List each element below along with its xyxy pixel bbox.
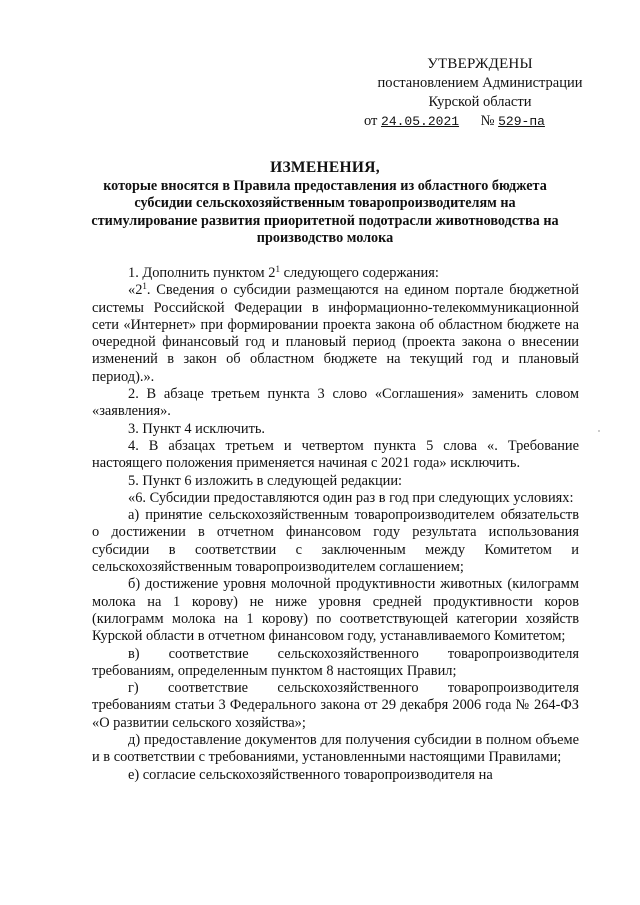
paragraph: 3. Пункт 4 исключить.	[128, 420, 266, 437]
approval-block	[360, 55, 600, 131]
document-body	[92, 265, 579, 784]
approval-date: 24.05.2021	[381, 114, 460, 129]
paragraph: 4. В абзацах третьем и четвертом пункта 5 слова «. Требование настоящего положения применяется начиная с 2021 года» исключить.	[92, 437, 579, 472]
superscript: 1	[142, 281, 147, 292]
approval-line-1: постановлением Администрации	[377, 75, 583, 91]
date-prefix: от	[364, 113, 378, 129]
number-prefix: №	[480, 113, 495, 129]
paragraph-text: 1. Дополнить пунктом 2	[128, 265, 276, 281]
paragraph: г) соответствие сельскохозяйственного товаропроизводителя требованиям статьи 3 Федерального закона от 29 декабря 2006 года № 264-ФЗ «О развитии сельского хозяйства»;	[92, 680, 579, 731]
approval-title: УТВЕРЖДЕНЫ	[427, 56, 533, 72]
paragraph: в) соответствие сельскохозяйственного товаропроизводителя требованиям, определенным пунктом 8 настоящих Правил;	[92, 645, 579, 679]
paragraph-text: следующего содержания:	[279, 265, 439, 281]
paragraph: д) предоставление документов для получения субсидии в полном объеме и в соответствии с требованиями, установленными настоящими Правилами;	[92, 732, 579, 766]
paragraph: б) достижение уровня молочной продуктивности животных (килограмм молока на 1 корову) не ниже уровня средней продуктивности коров (килограмм молока на 1 корову) по соответствующей категории хозяйств Курской области в отчетном финансовом году, устанавливаемого Комитетом;	[92, 576, 579, 645]
approval-line-2: Курской области	[428, 94, 532, 110]
paragraph	[92, 282, 579, 386]
heading-subtitle: которые вносятся в Правила предоставления из областного бюджета субсидии сельскохозяйственным товаропроизводителям на стимулирование развития приоритетной подотрасли животноводства на производство молока	[91, 177, 559, 246]
paragraph: 5. Пункт 6 изложить в следующей редакции:	[128, 472, 403, 489]
heading-title: ИЗМЕНЕНИЯ,	[270, 159, 380, 176]
paragraph: а) принятие сельскохозяйственным товаропроизводителем обязательств о достижении в отчетном финансовом году результата использования субсидии в соответствии с заключенным между Комитетом и сельскохозяйственным товаропроизводителем соглашением;	[92, 507, 579, 576]
paragraph: е) согласие сельскохозяйственного товаропроизводителя на	[128, 766, 493, 783]
paragraph-text: . Сведения о субсидии размещаются на едином портале бюджетной системы Российской Федерации в информационно-телекоммуникационной сети «Интернет» при формировании проекта закона об областном бюджете на очередной финансовый год и плановый период (проекта закона о внесении изменений в закон об областном бюджете на текущий год и плановый период).».	[92, 282, 579, 385]
paragraph	[92, 265, 579, 282]
superscript: 1	[275, 264, 280, 274]
approval-date-number-line	[360, 112, 600, 131]
document-heading	[80, 159, 570, 248]
paragraph-text: «2	[128, 282, 143, 299]
paragraph: 2. В абзаце третьем пункта 3 слово «Соглашения» заменить словом «заявления».	[92, 386, 579, 420]
approval-number: 529-па	[498, 114, 545, 129]
paragraph: «6. Субсидии предоставляются один раз в год при следующих условиях:	[128, 489, 574, 506]
scan-speck	[598, 430, 600, 432]
